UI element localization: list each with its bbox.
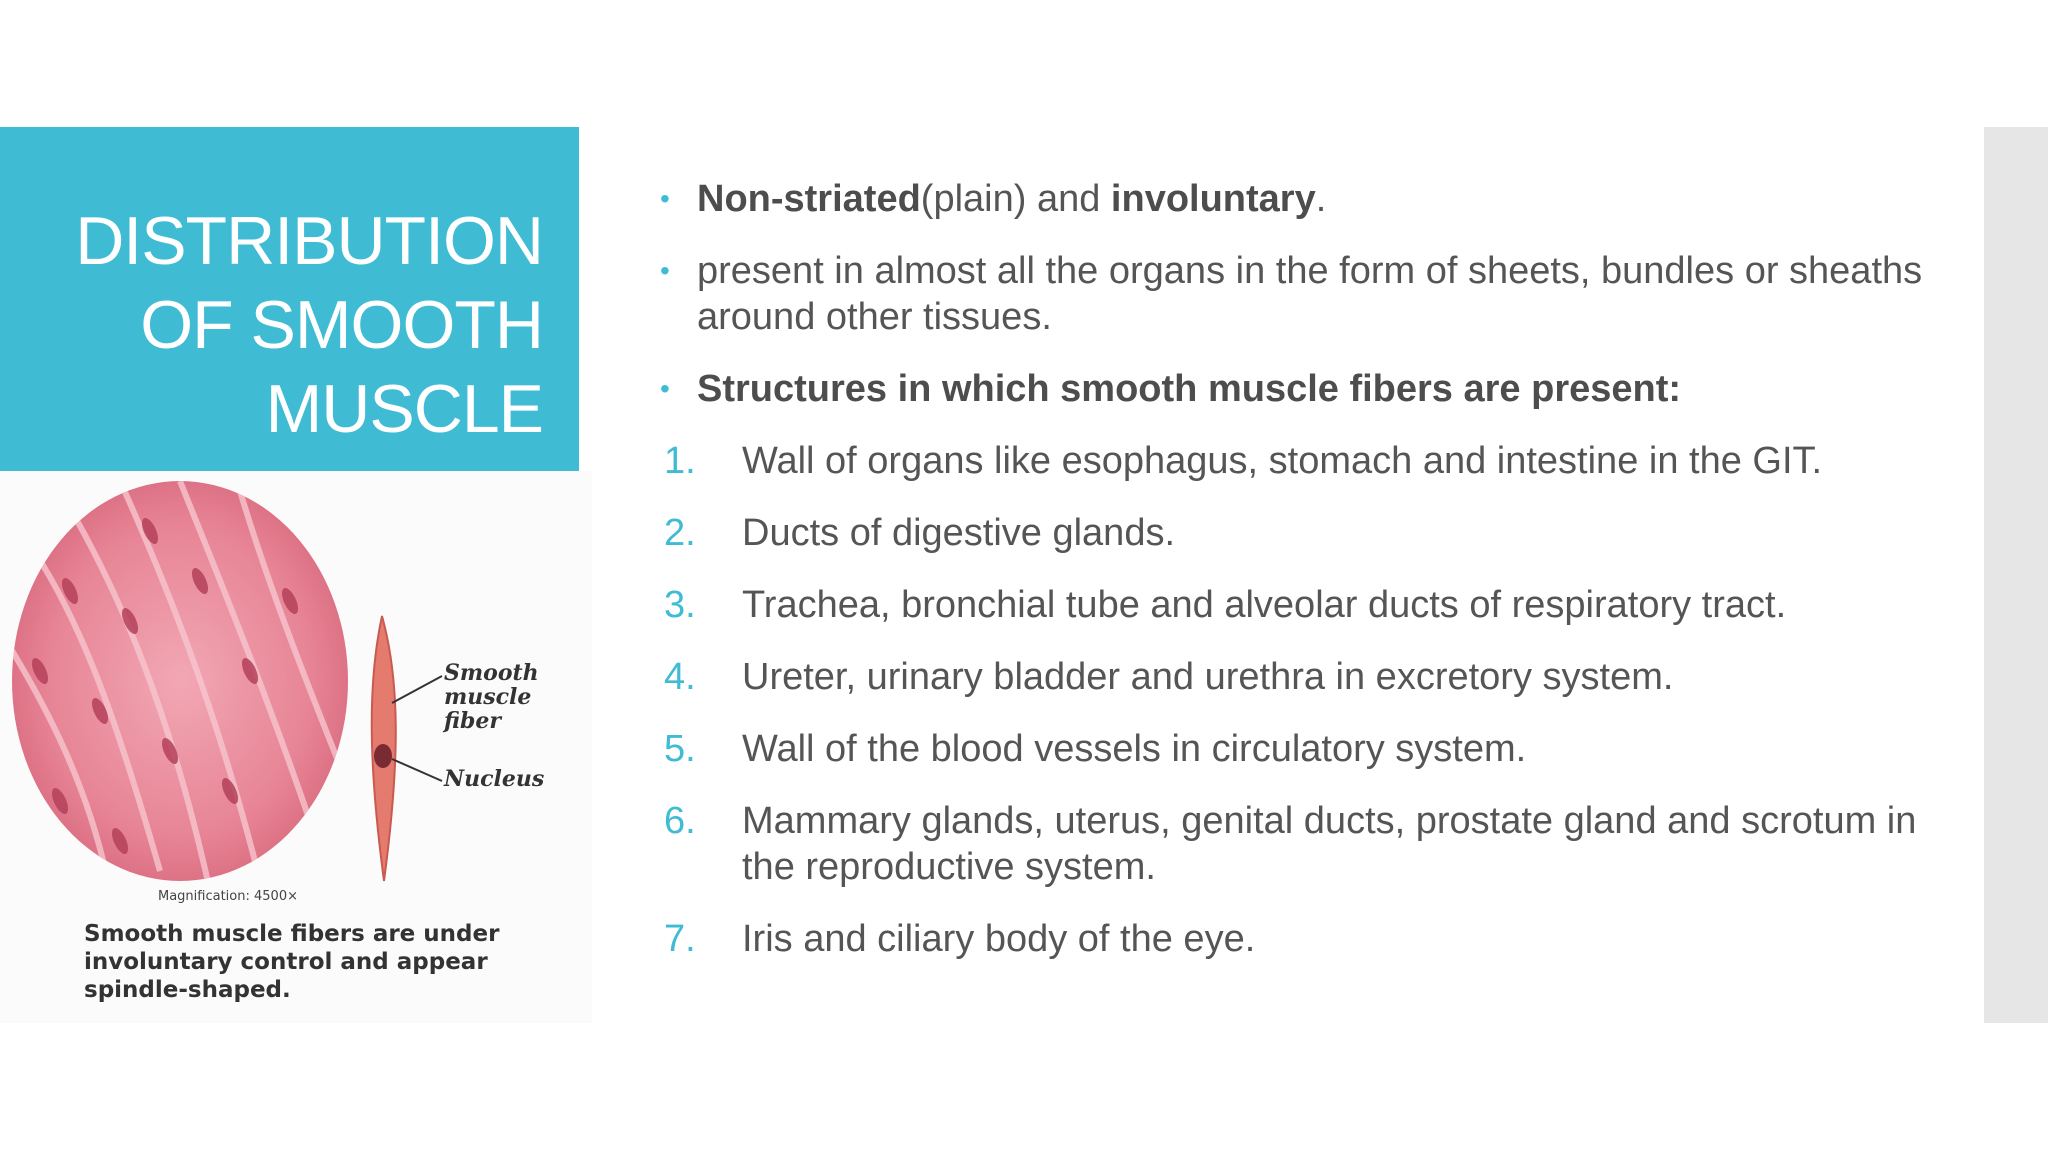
numbered-item-7	[660, 916, 1960, 962]
item-text: Trachea, bronchial tube and alveolar ducts of respiratory tract.	[742, 584, 1787, 626]
numbered-item-5	[660, 726, 1960, 772]
title-box	[0, 127, 579, 471]
title-line-1: DISTRIBUTION	[75, 203, 543, 279]
title-line-3: MUSCLE	[265, 371, 543, 447]
content-list	[660, 176, 1960, 988]
bullet-text-1	[697, 176, 1960, 222]
numbered-item-4	[660, 654, 1960, 700]
figure-caption: Smooth muscle fibers are under involuntary control and appear spindle-shaped.	[84, 921, 500, 1003]
numbered-item-2	[660, 510, 1960, 556]
item-text: Mammary glands, uterus, genital ducts, prostate gland and scrotum in the reproductive system.	[742, 800, 1917, 888]
decorative-side-bar	[1984, 127, 2048, 1023]
fiber-nucleus	[374, 744, 392, 768]
item-text: Iris and ciliary body of the eye.	[742, 918, 1256, 960]
item-text: Ducts of digestive glands.	[742, 512, 1176, 554]
title-line-2: OF SMOOTH	[140, 287, 543, 363]
item-number: 1.	[664, 440, 696, 482]
bullet-text-3	[697, 366, 1960, 412]
tissue-section	[12, 481, 348, 881]
bullet-text-2: present in almost all the organs in the form of sheets, bundles or sheaths around other tissues.	[697, 250, 1923, 338]
label-fiber-line-1: Smooth	[444, 660, 539, 686]
item-text: Wall of organs like esophagus, stomach and intestine in the GIT.	[742, 440, 1823, 482]
plain-text: (plain) and	[920, 178, 1111, 220]
bullet-icon: •	[660, 183, 670, 214]
item-number: 5.	[664, 728, 696, 770]
item-text: Ureter, urinary bladder and urethra in excretory system.	[742, 656, 1674, 698]
item-number: 2.	[664, 512, 696, 554]
magnification-label: Magnification: 4500×	[158, 889, 298, 904]
item-number: 4.	[664, 656, 696, 698]
plain-text: .	[1315, 178, 1327, 220]
numbered-item-6	[660, 798, 1960, 890]
item-number: 3.	[664, 584, 696, 626]
bullet-item-2	[660, 248, 1960, 340]
smooth-muscle-figure	[0, 471, 592, 1023]
label-fiber-line-3: fiber	[444, 708, 501, 734]
bullet-item-1	[660, 176, 1960, 222]
bullet-icon: •	[660, 255, 670, 286]
label-fiber-line-2: muscle	[444, 684, 532, 710]
numbered-item-1	[660, 438, 1960, 484]
numbered-item-3	[660, 582, 1960, 628]
label-smooth-muscle-fiber	[444, 661, 539, 733]
bullet-item-3	[660, 366, 1960, 412]
bold-text: Structures in which smooth muscle fibers are present:	[697, 368, 1682, 410]
bullet-icon: •	[660, 373, 670, 404]
item-number: 6.	[664, 800, 696, 842]
label-nucleus: Nucleus	[444, 766, 545, 792]
bold-text: Non-striated	[697, 178, 921, 220]
item-number: 7.	[664, 918, 696, 960]
item-text: Wall of the blood vessels in circulatory system.	[742, 728, 1527, 770]
bold-text: involuntary	[1110, 178, 1316, 220]
